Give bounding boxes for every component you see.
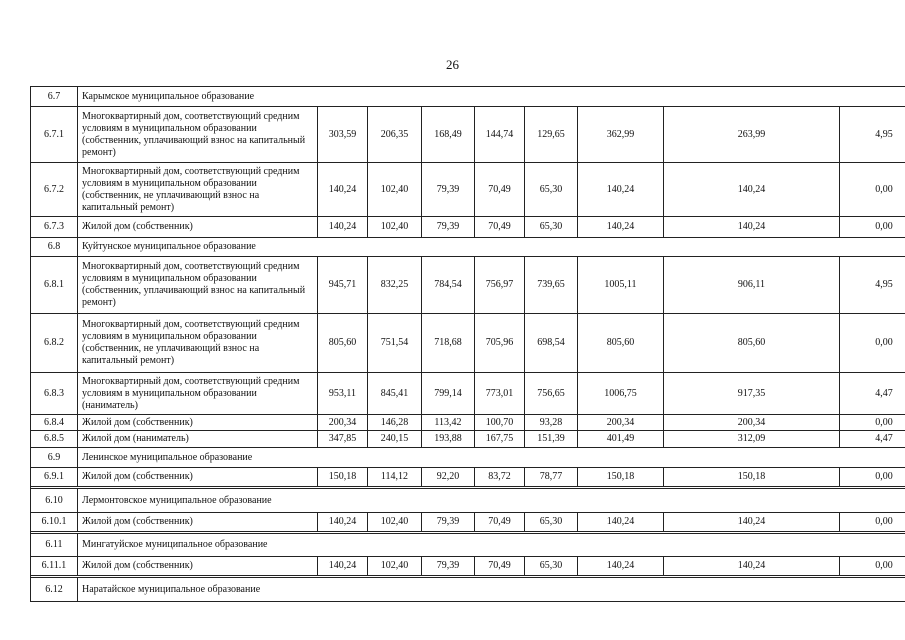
- value-cell: 906,11: [664, 257, 840, 314]
- value-cell: 78,77: [525, 468, 578, 487]
- table-row: [31, 557, 905, 576]
- value-cell: 832,25: [368, 257, 422, 314]
- value-cell: 102,40: [368, 217, 422, 238]
- value-cell: 718,68: [422, 314, 475, 373]
- value-cell: 739,65: [525, 257, 578, 314]
- row-code: 6.8.5: [31, 431, 78, 448]
- value-cell: 65,30: [525, 513, 578, 532]
- row-description: Жилой дом (собственник): [78, 468, 318, 487]
- row-code: 6.11.1: [31, 557, 78, 576]
- value-cell: 92,20: [422, 468, 475, 487]
- row-description: Многоквартирный дом, соответствующий средним условиям в муниципальном образовании (собственник, уплачивающий взнос на капитальный ремонт): [78, 107, 318, 163]
- table-row: [31, 163, 905, 217]
- value-cell: 799,14: [422, 373, 475, 415]
- row-description: Жилой дом (собственник): [78, 217, 318, 238]
- section-name: Лермонтовское муниципальное образование: [78, 489, 905, 513]
- section-row: [31, 448, 905, 468]
- value-cell: 167,75: [475, 431, 525, 448]
- value-cell: 0,00: [840, 513, 905, 532]
- value-cell: 83,72: [475, 468, 525, 487]
- table-row: [31, 468, 905, 487]
- value-cell: 4,47: [840, 373, 905, 415]
- value-cell: 79,39: [422, 217, 475, 238]
- row-code: 6.10.1: [31, 513, 78, 532]
- value-cell: 65,30: [525, 557, 578, 576]
- value-cell: 129,65: [525, 107, 578, 163]
- value-cell: 70,49: [475, 217, 525, 238]
- table-row: [31, 373, 905, 415]
- row-code: 6.8.4: [31, 415, 78, 431]
- row-code: 6.7.3: [31, 217, 78, 238]
- row-code: 6.7.1: [31, 107, 78, 163]
- value-cell: 200,34: [318, 415, 368, 431]
- value-cell: 756,65: [525, 373, 578, 415]
- value-cell: 206,35: [368, 107, 422, 163]
- section-name: Мингатуйское муниципальное образование: [78, 534, 905, 557]
- row-code: 6.7.2: [31, 163, 78, 217]
- value-cell: 805,60: [578, 314, 664, 373]
- row-description: Многоквартирный дом, соответствующий средним условиям в муниципальном образовании (собственник, не уплачивающий взнос на капитальный ремонт): [78, 314, 318, 373]
- value-cell: 240,15: [368, 431, 422, 448]
- value-cell: 140,24: [578, 217, 664, 238]
- value-cell: 140,24: [318, 217, 368, 238]
- section-row: [31, 534, 905, 557]
- row-description: Жилой дом (собственник): [78, 415, 318, 431]
- value-cell: 200,34: [578, 415, 664, 431]
- page-number: 26: [446, 57, 459, 72]
- value-cell: 0,00: [840, 217, 905, 238]
- row-description: Многоквартирный дом, соответствующий средним условиям в муниципальном образовании (собственник, уплачивающий взнос на капитальный ремонт): [78, 257, 318, 314]
- value-cell: 65,30: [525, 163, 578, 217]
- row-code: 6.11: [31, 534, 78, 557]
- value-cell: 4,95: [840, 107, 905, 163]
- value-cell: 79,39: [422, 513, 475, 532]
- value-cell: 953,11: [318, 373, 368, 415]
- value-cell: 362,99: [578, 107, 664, 163]
- value-cell: 144,74: [475, 107, 525, 163]
- section-row: [31, 87, 905, 107]
- table-body: [31, 87, 905, 602]
- value-cell: 4,47: [840, 431, 905, 448]
- value-cell: 140,24: [578, 163, 664, 217]
- value-cell: 146,28: [368, 415, 422, 431]
- value-cell: 784,54: [422, 257, 475, 314]
- value-cell: 102,40: [368, 557, 422, 576]
- tariff-table: [30, 86, 905, 602]
- table-row: [31, 217, 905, 238]
- value-cell: 303,59: [318, 107, 368, 163]
- value-cell: 263,99: [664, 107, 840, 163]
- row-description: Многоквартирный дом, соответствующий средним условиям в муниципальном образовании (собственник, не уплачивающий взнос на капитальный ремонт): [78, 163, 318, 217]
- row-code: 6.7: [31, 87, 78, 107]
- value-cell: 845,41: [368, 373, 422, 415]
- value-cell: 70,49: [475, 163, 525, 217]
- row-code: 6.12: [31, 578, 78, 602]
- value-cell: 140,24: [318, 513, 368, 532]
- section-row: [31, 489, 905, 513]
- row-description: Жилой дом (собственник): [78, 557, 318, 576]
- section-name: Карымское муниципальное образование: [78, 87, 905, 107]
- value-cell: 93,28: [525, 415, 578, 431]
- row-code: 6.8.2: [31, 314, 78, 373]
- row-description: Жилой дом (собственник): [78, 513, 318, 532]
- value-cell: 79,39: [422, 557, 475, 576]
- table-row: [31, 431, 905, 448]
- row-description: Многоквартирный дом, соответствующий средним условиям в муниципальном образовании (наниматель): [78, 373, 318, 415]
- value-cell: 200,34: [664, 415, 840, 431]
- value-cell: 945,71: [318, 257, 368, 314]
- value-cell: 102,40: [368, 513, 422, 532]
- value-cell: 168,49: [422, 107, 475, 163]
- value-cell: 698,54: [525, 314, 578, 373]
- value-cell: 805,60: [664, 314, 840, 373]
- value-cell: 401,49: [578, 431, 664, 448]
- value-cell: 102,40: [368, 163, 422, 217]
- value-cell: 151,39: [525, 431, 578, 448]
- value-cell: 140,24: [664, 163, 840, 217]
- section-name: Ленинское муниципальное образование: [78, 448, 905, 468]
- row-code: 6.9.1: [31, 468, 78, 487]
- value-cell: 312,09: [664, 431, 840, 448]
- value-cell: 140,24: [664, 557, 840, 576]
- row-description: Жилой дом (наниматель): [78, 431, 318, 448]
- section-row: [31, 238, 905, 257]
- value-cell: 65,30: [525, 217, 578, 238]
- table-row: [31, 314, 905, 373]
- value-cell: 70,49: [475, 557, 525, 576]
- value-cell: 150,18: [664, 468, 840, 487]
- value-cell: 70,49: [475, 513, 525, 532]
- value-cell: 756,97: [475, 257, 525, 314]
- section-name: Куйтунское муниципальное образование: [78, 238, 905, 257]
- value-cell: 751,54: [368, 314, 422, 373]
- row-code: 6.8.1: [31, 257, 78, 314]
- value-cell: 0,00: [840, 415, 905, 431]
- value-cell: 705,96: [475, 314, 525, 373]
- value-cell: 140,24: [318, 163, 368, 217]
- row-code: 6.10: [31, 489, 78, 513]
- value-cell: 1006,75: [578, 373, 664, 415]
- value-cell: 100,70: [475, 415, 525, 431]
- value-cell: 0,00: [840, 557, 905, 576]
- row-code: 6.8: [31, 238, 78, 257]
- value-cell: 114,12: [368, 468, 422, 487]
- value-cell: 1005,11: [578, 257, 664, 314]
- value-cell: 0,00: [840, 468, 905, 487]
- value-cell: 773,01: [475, 373, 525, 415]
- value-cell: 140,24: [318, 557, 368, 576]
- value-cell: 805,60: [318, 314, 368, 373]
- value-cell: 4,95: [840, 257, 905, 314]
- row-code: 6.8.3: [31, 373, 78, 415]
- table-row: [31, 257, 905, 314]
- table-row: [31, 107, 905, 163]
- value-cell: 347,85: [318, 431, 368, 448]
- value-cell: 917,35: [664, 373, 840, 415]
- section-row: [31, 578, 905, 602]
- value-cell: 140,24: [664, 217, 840, 238]
- value-cell: 193,88: [422, 431, 475, 448]
- value-cell: 0,00: [840, 163, 905, 217]
- value-cell: 140,24: [578, 513, 664, 532]
- value-cell: 140,24: [664, 513, 840, 532]
- value-cell: 150,18: [318, 468, 368, 487]
- row-code: 6.9: [31, 448, 78, 468]
- table-row: [31, 415, 905, 431]
- table-row: [31, 513, 905, 532]
- value-cell: 0,00: [840, 314, 905, 373]
- section-name: Наратайское муниципальное образование: [78, 578, 905, 602]
- value-cell: 140,24: [578, 557, 664, 576]
- value-cell: 150,18: [578, 468, 664, 487]
- value-cell: 113,42: [422, 415, 475, 431]
- value-cell: 79,39: [422, 163, 475, 217]
